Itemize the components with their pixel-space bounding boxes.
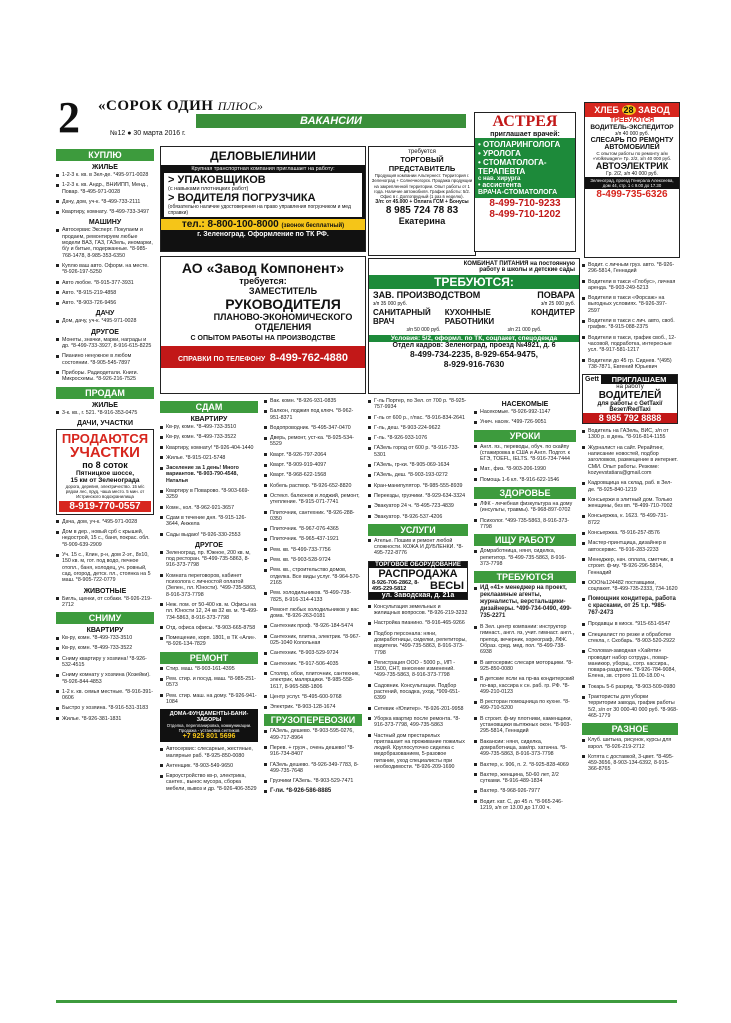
listing-item: Вакансии: няня, сиделка, домработница, зам/пр. хатачна. *8-499-735-5863, 8-916-373-7798 (474, 739, 576, 758)
astreya-v4: • ассистента (478, 182, 522, 189)
listing-item: Кадровщица на склад, раб. в Зел-де. *8-925-840-1219 (582, 480, 678, 493)
astreya-phone1: 8-499-710-9233 (489, 198, 561, 209)
kombinat-p3: САНИТАРНЫЙ ВРАЧ (373, 308, 431, 326)
gett-sub: на работу (616, 384, 644, 391)
listing-item: Вак. комн. *8-926-931-0835 (264, 398, 362, 404)
listing-item: Дверь, ремонт, уст-ка. *8-925-534-5529 (264, 435, 362, 448)
sub-mashinu: МАШИНУ (88, 219, 122, 227)
listing-item: Кварт. *8-909-919-4097 (264, 462, 362, 468)
delovye-tag: Крупная транспортная компания приглашает на работу: (191, 166, 335, 172)
listing-item: Консьержка, к. 1623. *8-499-731-8722 (582, 513, 678, 526)
listing-item: Авто. *8-915-219-4858 (56, 290, 154, 296)
listing-item: Вахтер. *8-968-926-7977 (474, 788, 576, 794)
listing-item: Пианино ненужное в любом состоянии. *8-905-545-7897 (56, 353, 154, 366)
listing-item: Ремонт любых холодильников у вас дома. *8-926-263-0181 (264, 607, 362, 620)
delovye-logo: ДЕЛОВЫЕЛИНИИ (161, 147, 365, 165)
gett-logo: Gett (585, 376, 599, 384)
listing-item: Водители в такси «Форсаж» на выгодных условиях. *8-926-397-2597 (582, 295, 678, 314)
listing-item: Квартиру в Поварово. *8-903-669-3259 (160, 488, 258, 501)
listing-item: Комн., кол. *8-962-921-3657 (160, 505, 258, 511)
category-uroki: УРОКИ (474, 430, 576, 442)
delovye-p2: > ВОДИТЕЛЯ ПОГРУЗЧИКА (168, 192, 316, 204)
sub-nasekomye: НАСЕКОМЫЕ (501, 401, 549, 408)
kombinat-p2s: з/п 25 000 руб. (541, 301, 575, 307)
torgovy-title: ТОРГОВЫЙ ПРЕДСТАВИТЕЛЬ (388, 155, 456, 173)
category-gruzoperevozki: ГРУЗОПЕРЕВОЗКИ (264, 714, 362, 726)
listing-item: 1-2-3 к. кв. Андр., ВНИИПП, Менд., Повар. *8-495-971-0028 (56, 182, 154, 195)
section-title: ВАКАНСИИ (196, 114, 466, 128)
listing-item: Квартиру, комнату! *8-926-404-1440 (160, 445, 258, 451)
torg-ad (368, 561, 468, 600)
listing-item: Стир. маш. *8-903-161-4395 (160, 666, 258, 672)
listing-item: Настройка пианино. *8-916-465-9266 (368, 620, 468, 626)
listing-item: Электрик. *8-903-128-1674 (264, 704, 362, 710)
listing-item: Консьержка. *8-916-257-8576 (582, 530, 678, 536)
listing-item: Сантехник. *8-917-506-4035 (264, 661, 362, 667)
hleb-p2s: С опытом работы по ремонту а/м «Volkswagen» Гр. 2/2, з/п 40 000 руб. (592, 151, 672, 161)
listing-item: Водит. кат. С, до 45 л. *8-965-246-1219, з/п от 13.00 до 17.00 ч. (474, 799, 576, 812)
listing-item: Сдам в течение дня. *8-915-126-3644, Анжела (160, 515, 258, 528)
listing-item: Комната переговоров, кабинет психолога с личностой оплатой (Зелен., пл. Юности). *499-735-5863, 8-916-373-7798 (160, 573, 258, 598)
hleb-name-num: 28 (623, 105, 634, 115)
kombinat-p2: ПОВАРА (537, 290, 575, 300)
listing-item: Кобель раствор. *8-926-652-8820 (264, 483, 362, 489)
torgovy-salary: З/п: от 45.000 + Оплата ГСМ + Бонусы (375, 199, 469, 206)
listing-item: 1-2 к. кв. семья местные. *8-916-391-0606 (56, 689, 154, 702)
listing-item: Рем. стир. маш. на дому. *8-926-941-1084 (160, 693, 258, 706)
sub-drugoe: ДРУГОЕ (91, 328, 119, 336)
listing-item: В строит. ф-му плотники, каменщики, установщики вытяжных окон. *8-903-295-5814, Геннадий (474, 716, 576, 735)
listing-item: Кварт. *8-926-797-2064 (264, 452, 362, 458)
listing-item: Уч. 15 с., Клин, р-н, дом 2-эт., 8х10, 150 кв. м, гот. под водо, печное отопл., баня, колодец, уч. ровный, сад, огород, детск. пл., стоянка на 5 маш. *8-905-722-0779 (56, 552, 154, 583)
sub-dachu: ДАЧУ (95, 310, 115, 318)
listing-item: Журналист на сайт. Рерайтинг, написание новостей, подбор заголовков, размещение в интернет. СМИ. Опыт работы. Резюме: kozyevstatiara@gmail.com (582, 445, 678, 476)
listing-item: 3-к. кв., г. 521. *8-916-353-0475 (56, 410, 154, 416)
listing-item: Рем. кв., строительство домов, отделка. Все виды услуг. *8-964-570-2165 (264, 567, 362, 586)
listing-item: Кв-ру, комн. *8-499-733-3522 (56, 645, 154, 651)
listing-item: Кв-ру, комн. *8-499-733-3510 (160, 424, 258, 430)
listing-item: Сетевик «Юпитер». *8-926-201-9958 (368, 706, 468, 712)
torgovy-ad (368, 146, 476, 256)
listing-item: Продавцы в киоск. *915-651-6547 (582, 621, 678, 627)
listing-bold-konditer: Помощник кондитера, работа с красками, от 25 т.р. *985-767-2473 (582, 596, 678, 617)
astreya-v4b: ВРАЧА-СТОМАТОЛОГА (478, 189, 558, 196)
torgovy-name: Екатерина (398, 216, 446, 227)
hleb-p2: СЛЕСАРЬ ПО РЕМОНТУ АВТОМОБИЛЕЙ (590, 137, 674, 151)
listing-item: Водитель на ГАЗель, ВИС, з/п от 1300 р. в день. *8-916-814-1155 (582, 428, 678, 441)
column-1 (56, 146, 154, 726)
listing-item: Антенщик. *8-903-549-9650 (160, 763, 258, 769)
listing-item: Столовая-заводная «Хайяти» проводит набор сотрудн., повар-маникюр, уборщ., сотр. кассира., повара-раздатчик. *8-926-784-9084, Елена, зв. строго 11.00-18.00 ч. (582, 648, 678, 679)
category-ishchu: ИЩУ РАБОТУ (474, 534, 576, 546)
kombinat-p4: КУХОННЫЕ РАБОТНИКИ (444, 308, 495, 326)
listing-item: Рем. стир. и посуд. маш. *8-985-251-0573 (160, 676, 258, 689)
torg-sale: РАСПРОДАЖА (378, 567, 458, 580)
listing-item: Дом, дачу, уч-к. *495-971-0028 (56, 318, 154, 324)
footer-rule (56, 1000, 677, 1003)
doma-ad (160, 709, 258, 742)
listing-item: Плиточник. *8-965-437-1921 (264, 536, 362, 542)
listing-item: Сниму квартиру у хозяина! *8-926-532-4515 (56, 656, 154, 669)
listing-item: Автосервис: слесарные, жестяные, малярные раб. *8-925-850-0080 (160, 746, 258, 759)
zavod-needed: требуется: (239, 276, 287, 286)
listing-item: Вахтер, женщина, 50-60 лет, 2/2 сутками. *8-916-489-1834 (474, 772, 576, 785)
sub-zhivotnye: ЖИВОТНЫЕ (83, 587, 127, 595)
listing-item: ГАЗель дешево. *8-926-349-7783, 8-499-735-7648 (264, 762, 362, 775)
listing-item: Трактористы для уборки территории завода, график работы 5/2, з/п от 30 000-40 000 руб. *8-968-465-1779 (582, 694, 678, 719)
delovye-p2s: (обязательно наличие удостоверения на право управления погрузчиком и мед справки) (168, 204, 351, 216)
kombinat-p3s: з/п 50 000 руб. (406, 327, 441, 333)
listing-item: Эвакуатор 24 ч. *8-495-723-4839 (368, 503, 468, 509)
column-6 (582, 262, 678, 777)
uchastki-phone: 8-919-770-0557 (59, 501, 151, 512)
listing-item: Плиточник. *8-967-076-4365 (264, 526, 362, 532)
listing-item: Сантехник, плитка, электрик. *8-967-025-1040 Колольная (264, 634, 362, 647)
listing-item: Евроустройство кв-р, электрика, сантех., вынос мусора, сборка мебели, вывоз и др. *8-926-406-3529 (160, 773, 258, 792)
gett-title: ПРИГЛАШАЕМ (611, 375, 667, 385)
listing-item: Рем. кв. *8-903-528-9724 (264, 557, 362, 563)
listing-item: Водители до 45 гр. Сиднев. *(495) 738-7871, Евгений Юрьевич (582, 358, 678, 371)
zavod-phone: 8-499-762-4880 (269, 352, 349, 364)
sub-kvartiru: КВАРТИРУ (86, 627, 124, 635)
column-4 (368, 398, 468, 774)
listing-item: ГАЗель, гр-ки. *8-905-069-1634 (368, 462, 468, 468)
listing-item: Монеты, значки, марки, награды и др. *8-499-733-3927, 8-916-615-8225 (56, 337, 154, 350)
listing-item: ЛФК - лечебная физкультура на дому (инсульты, травмы). *8-968-897-0702 (474, 501, 576, 514)
listing-item: Перев. + грузч., очень дешево! *8-916-734-8407 (264, 745, 362, 758)
zavod-p4: ОТДЕЛЕНИЯ (254, 322, 312, 332)
listing-item: Кран-манипулятор. *8-985-555-8939 (368, 483, 468, 489)
listing-item: В автосервис слесаря моторщики. *8-925-850-0080 (474, 660, 576, 673)
astreya-lead: приглашает врачей: (490, 131, 560, 138)
listing-item: Менеджер, нач. оплата, сметчик, в строит. ф-му. *8-926-296-5814, Геннадий (582, 557, 678, 576)
listing-item: Дачу, дом, уч-к. *8-499-733-2111 (56, 199, 154, 205)
uchastki-title2: УЧАСТКИ (70, 443, 140, 461)
listing-item: Водопроводник. *8-495-347-0470 (264, 425, 362, 431)
listing-item: ГАЗель, деш. *8-903-193-0272 (368, 472, 468, 478)
sub-dachi: ДАЧИ, УЧАСТКИ (77, 419, 133, 427)
gett-main: ВОДИТЕЛЕЙ (598, 390, 662, 402)
astreya-v2: • УРОЛОГА (478, 149, 521, 158)
astreya-v3: • СТОМАТОЛОГА-ТЕРАПЕВТА (478, 158, 547, 176)
listing-item: ГАЗель, дешево. *8-903-595-0276, 499-717-8964 (264, 728, 362, 741)
zavod-komponent-ad (160, 256, 366, 394)
listing-item: Зеленоград, пр. Южное, 200 кв. м, под ресторан. *8-499-735-5863, 8-916-373-7798 (160, 550, 258, 569)
listing-item: Водит. с личным груз. авто. *8-926-296-5814, Геннадий (582, 262, 678, 275)
kombinat-needed: ТРЕБУЮТСЯ: (369, 275, 579, 289)
kombinat-addr: Отдел кадров: Зеленоград, проезд №4921, д. 6 (392, 342, 556, 349)
hleb-needed: ТРЕБУЮТСЯ (609, 117, 655, 124)
listing-item: Рем. холодильников. *8-499-738-7825, 8-916-314-4133 (264, 590, 362, 603)
listing-item: Специалист по резке и обработке стекла, г. Скобарь. *8-903-520-2922 (582, 632, 678, 645)
listing-item: Г-ль, деш. *8-903-224-9622 (368, 425, 468, 431)
doma-phone: +7 925 801 5696 (182, 733, 236, 741)
listing-item: Переезды, грузчики. *8-929-634-3324 (368, 493, 468, 499)
page-number: 2 (58, 93, 80, 142)
hleb-name-left: ХЛЕБ (594, 105, 620, 115)
column-2 (160, 398, 258, 796)
listing-item: В детские ясли на пр-ва кондитерский по-вар, кассира к сн. раб. гр. РФ. *8-499-210-0123 (474, 676, 576, 695)
delovye-phone: тел.: 8-800-100-8000 (181, 219, 279, 230)
torgovy-body: Продукция компании Альтернест. Территория г. Зеленоград + Солнечногорск. Продажа продукции на закрепленной территории. Опыт работы от 1 года. Наличие автомобиля. График работы: 5/2. Офис в г. Долгопрудный (1 раз в неделю). (371, 173, 473, 200)
kombinat-head: КОМБИНАТ ПИТАНИЯ на постоянную работу в школы и детские сады (463, 261, 575, 273)
astreya-v1: • ОТОЛАРИНГОЛОГА (478, 140, 561, 149)
listing-item: Г-ль Портер, по Зел. от 700 р. *8-925-757-9934 (368, 398, 468, 411)
kombinat-phones2: 8-929-916-7630 (443, 359, 505, 369)
listing-item: Токарь 5-6 разряд. *8-903-509-0980 (582, 684, 678, 690)
listing-item: ООО№124482 поставщики, соцпакет. *8-499-735-2333, 734-1620 (582, 580, 678, 593)
kombinat-p4s: з/п 21 000 руб. (507, 327, 542, 333)
listing-item: Автосервис Эксперт. Покупаем и продаем, ремонтируем любые модели ВАЗ, ГАЗ, ГАЗель, иномарки, б/у и битые, подержанные. *8-985-768-1478, 8-985-353-6350 (56, 227, 154, 258)
zavod-title: АО «Завод Компонент» (181, 260, 345, 276)
kombinat-phones: 8-499-734-2235, 8-929-654-9475, (409, 349, 539, 359)
uchastki-line1: Пятницкое шоссе, (75, 469, 135, 477)
astreya-v3b: с нав. хирурга (478, 176, 521, 182)
listing-item: Авто любое. *8-915-377-3931 (56, 280, 154, 286)
torgovy-phone: 8 985 724 78 83 (385, 205, 459, 217)
doma-sub: Отделка, перепланировка, коммуникации. Продажа - установка септиков (166, 723, 252, 734)
hleb-phone: 8-499-735-6326 (596, 189, 668, 200)
listing-item: Г-ль от 600 р., г/пас. *8-916-834-2641 (368, 415, 468, 421)
hleb-p3: АВТОЭЛЕКТРИК (595, 161, 669, 171)
sub-drugoe-sdam: ДРУГОЕ (195, 541, 223, 549)
listing-item: Эвакуатор. *8-926-537-4206 (368, 514, 468, 520)
hleb-name-right: ЗАВОД (638, 105, 670, 115)
hleb-p1s: з/п 40 000 руб. (615, 131, 649, 137)
gett-ad (582, 374, 678, 424)
listing-item: Рем. кв. *8-499-733-7756 (264, 547, 362, 553)
listing-item: Мастер-принтщица, дизайнер в автосервис. *8-916-283-2233 (582, 540, 678, 553)
listing-item: Водители в такси с лич. авто, своб. график. *8-915-088-2375 (582, 318, 678, 331)
listing-item: Сады выдаю! *8-926-330-2553 (160, 532, 258, 538)
sub-kvartiru-sdam: КВАРТИРУ (190, 416, 228, 423)
column-5 (474, 398, 576, 815)
listing-item: Жилье. *8-915-021-5748 (160, 455, 258, 461)
delovye-address: г. Зеленоград. Оформление по ТК РФ. (197, 231, 329, 238)
category-prodam: ПРОДАМ (56, 387, 154, 399)
astreya-ad (474, 112, 576, 252)
delovye-p1s: (с навыками плотницких работ) (168, 186, 249, 192)
zavod-p1: ЗАМЕСТИТЕЛЬ (248, 286, 318, 296)
delovye-phone-note: (звонок бесплатный) (281, 223, 345, 229)
listing-item: Бигль, щенки, от собаки. *8-926-219-2712 (56, 596, 154, 609)
hleb-p3s: Гр. 2/2, з/п 40 000 руб. (606, 171, 658, 177)
column-3 (264, 398, 362, 799)
listing-item: Помещение, корп. 1801, в ТК «Али». *8-926-134-7829 (160, 635, 258, 648)
listing-item: В ресторан помощница по кухне. *8-499-710-5200 (474, 699, 576, 712)
category-sdam: СДАМ (160, 401, 258, 413)
category-remont: РЕМОНТ (160, 652, 258, 664)
gett-for: для работы с GetTaxi/ Везет/RedTaxi (597, 401, 663, 414)
listing-item: Сантехник. *8-903-529-9724 (264, 650, 362, 656)
category-trebuyutsya: ТРЕБУЮТСЯ (474, 571, 576, 583)
listing-item: Кварт. *8-968-622-1568 (264, 472, 362, 478)
listing-item: Домработница, няня, сиделка, репетитор. *8-499-735-5863, 8-916-373-7798 (474, 548, 576, 567)
torg-addr: ул. Заводская, д. 21а (369, 592, 467, 599)
hleb-p1: ВОДИТЕЛЬ-ЭКСПЕДИТОР (590, 124, 674, 131)
listing-item: Консьержи в элитный дом. Только женщины, без вп. *8-499-710-7002 (582, 497, 678, 510)
listing-item: Дом в дер., новый срб с крышей, недострой, 15 с., баня, покрас. обл. *8-909-639-2909 (56, 529, 154, 548)
delovye-linii-ad (160, 146, 366, 252)
listing-item: Водители в такси, график своб., 12-часовой, подработка, интересные усл. *8-917-581-1217 (582, 335, 678, 354)
listing-item: Мат., физ. *8-903-206-1990 (474, 466, 576, 472)
zavod-p3: ПЛАНОВО-ЭКОНОМИЧЕСКОГО (213, 312, 353, 322)
torg-title: ТОРГОВОЕ ОБОРУДОВАНИЕ (369, 562, 467, 568)
listing-item: Быстро у хозяина. *8-916-531-3183 (56, 705, 154, 711)
doma-title: ДОМА-ФУНДАМЕНТЫ-БАНИ-ЗАБОРЫ (169, 711, 249, 724)
uchastki-line2: 15 км от Зеленограда (70, 476, 140, 484)
listing-item: Центр услуг. *8-495-600-9768 (264, 694, 362, 700)
listing-item: Остекл. балконов и лоджий, ремонт, утепление. *8-915-071-7741 (264, 493, 362, 506)
category-uslugi: УСЛУГИ (368, 524, 468, 536)
listing-item: Вахтер, к. 906, п. 2. *8-925-828-4069 (474, 762, 576, 768)
listing-item: Регистрация ООО - 5000 р., ИП - 1500, СНТ, внесение изменений. *499-735-5863, 8-916-373-7798 (368, 660, 468, 679)
uchastki-title3: по 8 соток (82, 459, 128, 470)
paper-title: «СОРОК ОДИН ПЛЮС» (98, 98, 264, 114)
category-snimu: СНИМУ (56, 612, 154, 624)
zavod-phone-label: СПРАВКИ ПО ТЕЛЕФОНУ (177, 356, 266, 363)
listing-item: Садовник. Консультации. Подбор растений, посадка, уход. *909-651-6399 (368, 683, 468, 702)
uchastki-small: дорога, деревня, электричество. 15 м/с рядом лес, пруд, чаша место. 5 мин. от Истринского водохранилища (65, 483, 145, 499)
listing-item: Приборы. Радиодетали. Книги. Микросхемы. *8-926-216-7525 (56, 370, 154, 383)
kombinat-cond: Условия: 5/2, оформл. по ТК, соцпакет, спецодежда (369, 335, 579, 342)
listing-item: Плиточник, сантехник. *8-926-288-0350 (264, 510, 362, 523)
listing-item: Помощь 1-6 кл. *8-916-622-1546 (474, 477, 576, 483)
listing-item: Отд. офиса офисы. *8-903-665-8758 (160, 625, 258, 631)
listing-item: Балкон, лоджия под ключ. *8-962-951-8371 (264, 408, 362, 421)
listing-item: Столяр, обои, плиточник, сантехник, электрик, малярщики. *8-985-558-1617, 8-965-588-1806 (264, 671, 362, 690)
kombinat-p5: КОНДИТЕР (531, 308, 575, 317)
listing-item: В Зел. центр компании: инструктор гимнаст., англ. яз, учит. гимнаст. англ., препод. вечерник, хореограф, ЛФК. Образ. сред. мед. пол. *8-499-738-6938 (474, 624, 576, 655)
listing-item: Ателье. Пошив и ремонт любой сложности. КОЖА И ДУБЛЕНКИ. *8-495-722-8776 (368, 538, 468, 557)
listing-item: Авто. *8-903-726-9456 (56, 300, 154, 306)
listing-item: Куплю ваш авто. Оформ. на месте. *8-926-197-5250 (56, 263, 154, 276)
listing-item: Кв-ру, комн. *8-499-733-3510 (56, 635, 154, 641)
zavod-p2: РУКОВОДИТЕЛЯ (225, 296, 341, 312)
listing-item: Неж. пом. от 50-400 кв. м. Офисы на пл. Юности 12, 24 кв 32 кв. м. *8-499-734-5863, 8-916-373-7798 (160, 602, 258, 621)
uchastki-title: ПРОДАЮТСЯ (61, 430, 149, 446)
kombinat-ad (368, 258, 580, 394)
kombinat-p1: ЗАВ. ПРОИЗВОДСТВОМ (373, 290, 481, 300)
listing-item: Котята с доставкой, 3-цвет. *8-495-459-3656, 8-903-134-6392, 8-915-366-8765 (582, 754, 678, 773)
torg-weight: ВЕСЫ (430, 579, 464, 592)
listing-item: Подбор персонала: няни, домработницы, сиделки, репетиторы, водители. *499-735-5863, 8-916-373-7798 (368, 631, 468, 656)
gett-phone: 8 985 792 8888 (583, 413, 677, 423)
listing-item: Сниму комнату у хозяина (Козейки). *8-926-844-4853 (56, 672, 154, 685)
sub-prodam-zhile: ЖИЛЬЕ (92, 401, 118, 409)
listing-item: Жилье. *8-926-381-1831 (56, 716, 154, 722)
listing-item: Водители в такси «Глобус», личная аренда. *8-903-249-5213 (582, 279, 678, 292)
listing-item: Квартиру, комнату. *8-499-733-3497 (56, 209, 154, 215)
kombinat-p1s: з/п 35 000 руб. (373, 301, 407, 307)
listing-bold-id41: ИД «41» менеджер на проект, реклаамные агенты, журналисты, верстальщики-дизайнеры. *499-734-0490, 499-735-2271 (474, 585, 576, 620)
listing-item: Дача, дом, уч-к. *495-971-0028 (56, 519, 154, 525)
listing-item: Насекомые. *8-926-992-1147 (474, 409, 576, 415)
astreya-phone2: 8-499-710-1202 (489, 209, 561, 220)
category-kuplyu: КУПЛЮ (56, 149, 154, 161)
astreya-name: АСТРЕЯ (492, 113, 558, 130)
listing-item: Кв-ру, комн. *8-499-733-3522 (160, 434, 258, 440)
listing-item: ГАЗель город от 600 р. *8-916-733-5301 (368, 445, 468, 458)
hleb-addr: Зеленоград, проезд Генерала Алексеева, дом 44, стр. 1 с 9.00 до 17.30 (585, 177, 679, 189)
listing-item: Г-ль. *8-926-933-1076 (368, 435, 468, 441)
zavod-exp: С ОПЫТОМ РАБОТЫ НА ПРОИЗВОДСТВЕ (190, 335, 336, 342)
listing-item: Уборка квартир после ремонта. *8-916-373-7798, 499-735-5863 (368, 716, 468, 729)
torg-phones: 8-926-706-2862, 8-495-229-5812 (372, 579, 420, 592)
listing-bold-gl: Г-ли. *8-926-586-8885 (264, 788, 362, 794)
listing-bold: Заселение за 1 день! Много вариантов. *8-903-790-4548, Наталья (160, 465, 258, 484)
sub-zhile: ЖИЛЬЕ (92, 164, 118, 171)
listing-item: 1-2-3 к. кв. в Зел-де. *495-971-0028 (56, 172, 154, 178)
listing-item: Унич. насек. *499-726-9051 (474, 419, 576, 425)
listing-item: Сантехник проф. *8-926-184-5474 (264, 623, 362, 629)
category-raznoe: РАЗНОЕ (582, 723, 678, 735)
listing-item: Частный дом престарелых приглашает на проживание пожилых людей. Круглосуточно сиделка с медобразованием, 5-разовое питание, уход специалисты при необходимости. *8-926-209-1690 (368, 733, 468, 771)
delovye-p1: > УПАКОВЩИКОВ (168, 174, 266, 186)
category-zdorovye: ЗДОРОВЬЕ (474, 487, 576, 499)
listing-item: Психолог. *499-735-5863, 8-916-373-7798 (474, 518, 576, 531)
hleb-zavod-ad (584, 102, 680, 258)
listing-item: Англ. яз., переводы, обуч. по скайпу (стажировка в США и Англ. Подгот. к ЕГЭ, ТОЕFL, IELTS. *8-916-734-7444 (474, 444, 576, 463)
listing-item: Консультация земельных и жилищных вопросов. *8-926-219-3232 (368, 604, 468, 617)
torgovy-head: требуется (408, 149, 436, 155)
uchastki-ad (56, 429, 154, 515)
listing-item: Грузчики ГАЗель. *8-903-529-7471 (264, 778, 362, 784)
listing-item: Клуб. шитьна, рисунок, курсы для взрол. *8-926-219-2712 (582, 737, 678, 750)
issue-date: №12 ● 30 марта 2016 г. (110, 130, 186, 137)
